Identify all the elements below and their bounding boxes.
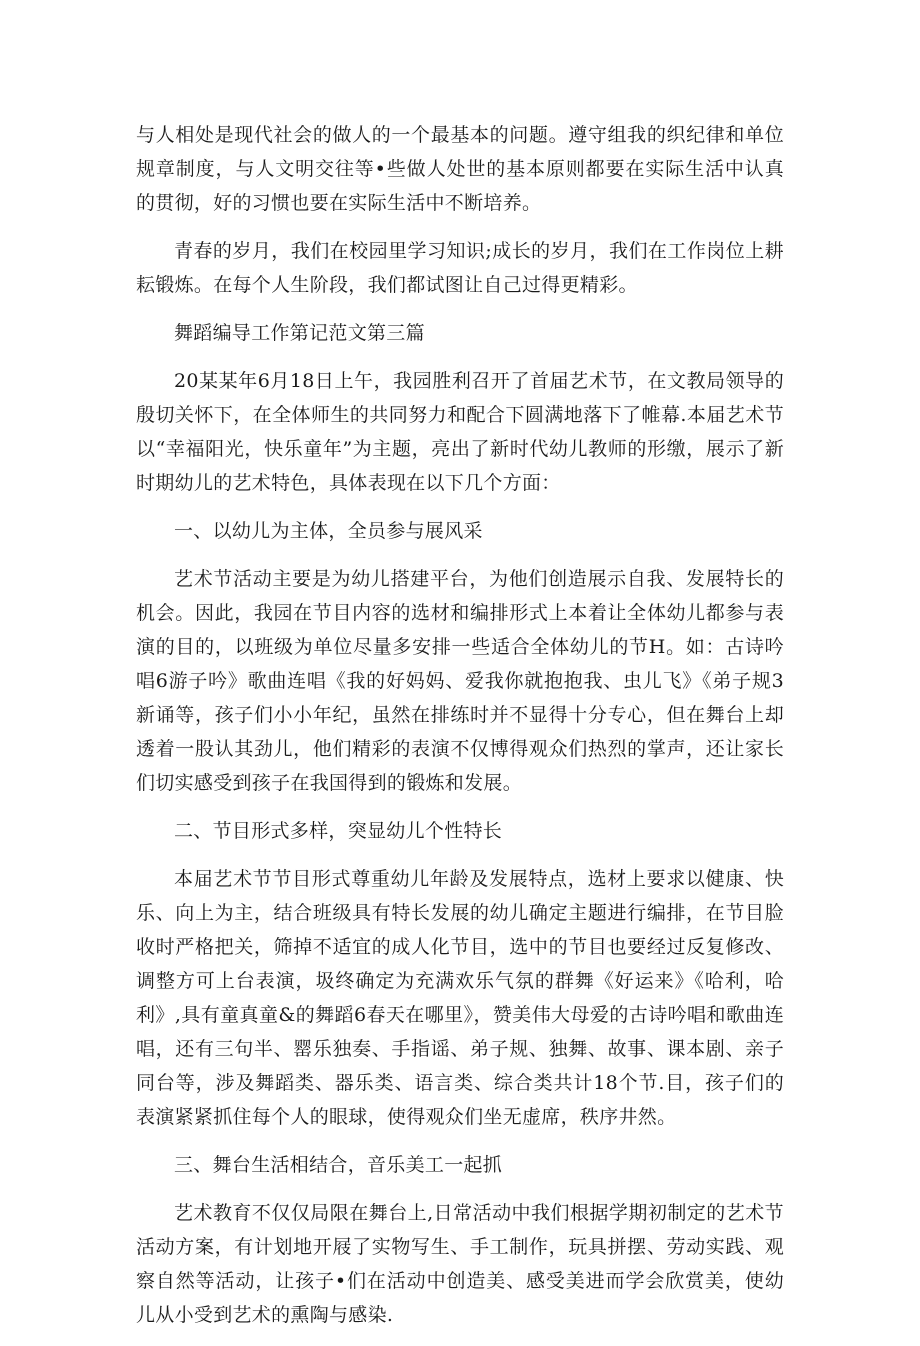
section-title: 舞蹈编导工作第记范文第三篇 <box>174 322 425 344</box>
heading-point-two: 二、节目形式多样，突显幼儿个性特长 <box>174 820 503 842</box>
paragraph-point-three: 艺术教育不仅仅局限在舞台上,日常活动中我们根据学期初制定的艺术节活动方案，有计划地开屐了实物写生、手工制作，玩具拼摆、劳动实践、观察自然等活动，让孩子•们在活动中创造美、感受美进而学会欣赏美，使幼儿从小受到艺术的熏陶与感染. <box>136 1202 784 1326</box>
document-body <box>136 118 784 1346</box>
paragraph-social-conduct: 与人相处是现代社会的做人的一个最基本的问题。遵守组我的织纪律和单位规章制度，与人文明交往等•些做人处世的基本原则都要在实际生活中认真的贯彻，好的习惯也要在实际生活中不断培养。 <box>136 124 784 214</box>
paragraph-art-festival-intro: 20某某年6月18日上午，我园胜利召开了首届艺术节，在文教局领导的殷切关怀下，在全体师生的共同努力和配合下圆满地落下了帷幕.本届艺术节以“幸福阳光，快乐童年”为主题，亮出了新时代幼儿教师的形缴，展示了新时期幼儿的艺术特色，具体表现在以下几个方面： <box>136 370 784 494</box>
paragraph-point-one: 艺术节活动主要是为幼儿搭建平台，为他们创造展示自我、发展特长的机会。因此，我园在节目内容的选材和编排形式上本着让全体幼儿都参与表演的目的，以班级为单位尽量多安排一些适合全体幼儿的节H。如：古诗吟唱6游子吟》歌曲连唱《我的好妈妈、爱我你就抱抱我、虫儿飞》《弟子规3新诵等，孩子们小小年纪，虽然在排练时并不显得十分专心，但在舞台上却透着一股认其劲儿，他们精彩的表演不仅博得观众们热烈的掌声，还让家长们切实感受到孩子在我国得到的锻炼和发展。 <box>136 568 784 794</box>
heading-point-three: 三、舞台生活相结合，音乐美工一起抓 <box>174 1154 503 1176</box>
paragraph-point-two: 本届艺术节节目形式尊重幼儿年龄及发展特点，选材上要求以健康、快乐、向上为主，结合班级具有特长发展的幼儿确定主题进行编排，在节目脸收时严格把关，筛掉不适宜的成人化节目，选中的节目也要经过反复修改、调整方可上台表演，圾终确定为充满欢乐气氛的群舞《好运来》《哈利，哈利》,具有童真童&的舞蹈6春天在哪里》，赞美伟大母爱的古诗吟唱和歌曲连唱，还有三句半、罂乐独奏、手指谣、弟子规、独舞、故事、课本剧、亲子同台等，涉及舞蹈类、器乐类、语言类、综合类共计18个节.目，孩子们的表演紧紧抓住每个人的眼球，使得观众们坐无虚席，秩序井然。 <box>136 868 784 1128</box>
paragraph-youth: 青春的岁月，我们在校园里学习知识;成长的岁月，我们在工作岗位上耕耘锻炼。在每个人生阶段，我们都试图让自己过得更精彩。 <box>136 240 784 296</box>
heading-point-one: 一、以幼儿为主体，全员参与展风采 <box>174 520 483 542</box>
